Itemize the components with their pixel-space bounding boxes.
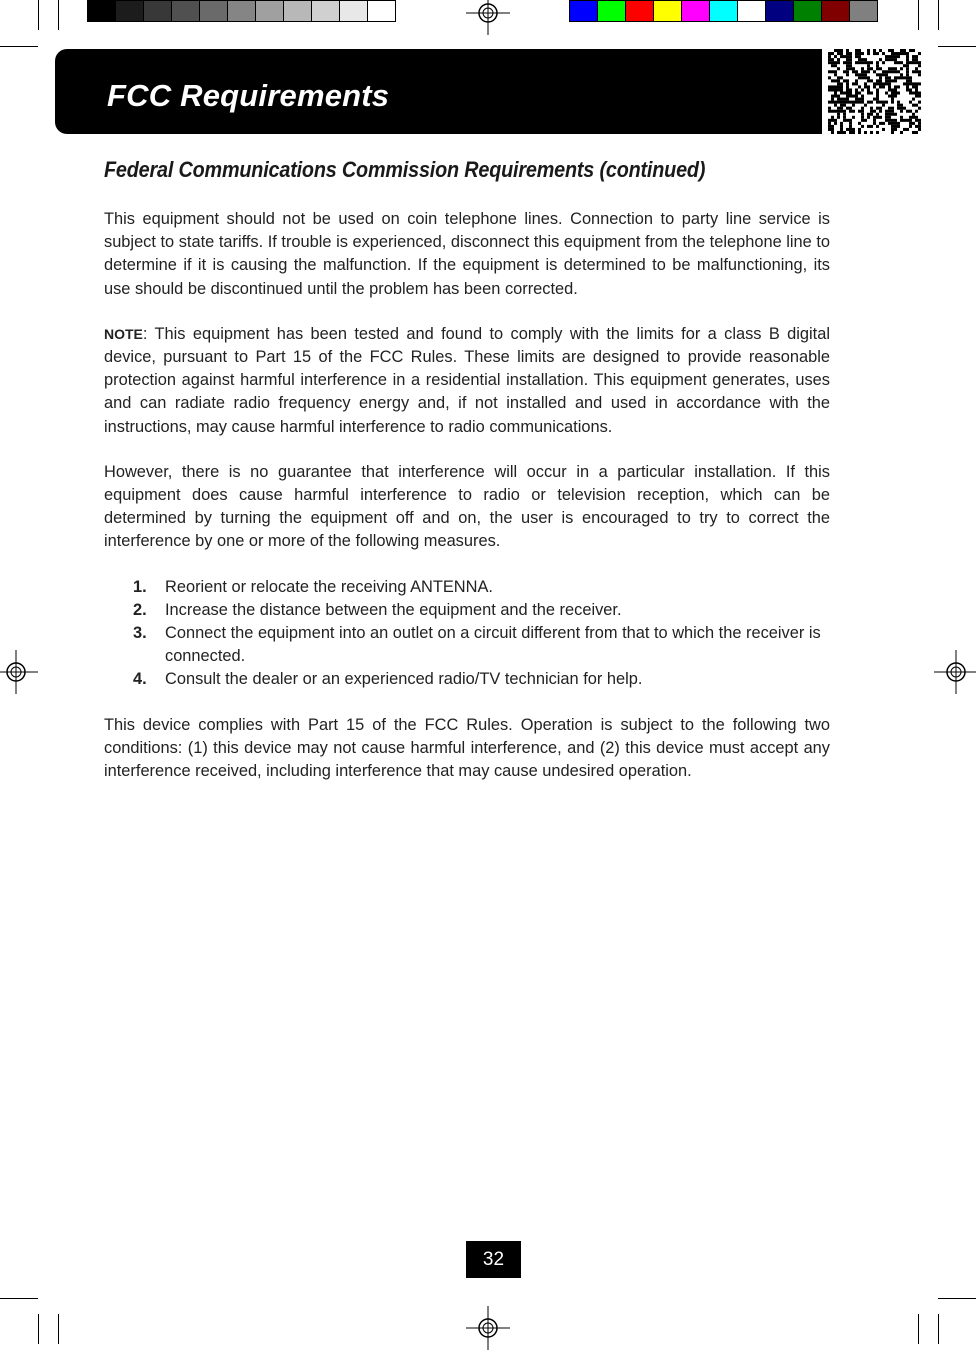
color-swatch: [569, 0, 598, 22]
color-swatch: [199, 0, 228, 22]
list-item: [104, 668, 830, 691]
list-item-text: Consult the dealer or an experienced radio/TV technician for help.: [165, 670, 643, 689]
registration-target-icon: [466, 1306, 510, 1350]
color-color-bar: [570, 0, 878, 22]
page-title: FCC Requirements: [107, 78, 390, 113]
list-item-number: 1.: [133, 577, 147, 596]
color-swatch: [171, 0, 200, 22]
color-swatch: [87, 0, 116, 22]
paragraph-guarantee: However, there is no guarantee that interference will occur in a particular installation. If this equipment does cause harmful interference to radio or television reception, which can be determined by turning the equipment off and on, the user is encouraged to try to correct the interference by one or more of the following measures.: [104, 462, 830, 551]
measures-list: [104, 576, 830, 692]
color-swatch: [255, 0, 284, 22]
registration-target-icon: [466, 0, 510, 35]
color-swatch: [227, 0, 256, 22]
list-item-number: 2.: [133, 600, 147, 619]
registration-target-icon: [0, 650, 38, 694]
color-swatch: [339, 0, 368, 22]
note-text: : This equipment has been tested and found to comply with the limits for a class B digital device, pursuant to Part 15 of the FCC Rules. These limits are designed to provide reasonable protection against harmful interference in a residential installation. This equipment generates, uses and can radiate radio frequency energy and, if not installed and used in accordance with the instructions, may cause harmful interference to radio communications.: [104, 324, 830, 436]
paragraph-party-line: This equipment should not be used on coin telephone lines. Connection to party line service is subject to state tariffs. If trouble is experienced, disconnect this equipment from the telephone line to determine if it is causing the malfunction. If the equipment is determined to be malfunctioning, its use should be discontinued until the problem has been corrected.: [104, 210, 830, 298]
color-swatch: [681, 0, 710, 22]
list-item: [104, 576, 830, 599]
color-swatch: [653, 0, 682, 22]
note-label: NOTE: [104, 325, 143, 342]
color-swatch: [765, 0, 794, 22]
color-swatch: [311, 0, 340, 22]
list-item-text: Increase the distance between the equipment and the receiver.: [165, 600, 622, 619]
list-item-text: Connect the equipment into an outlet on a circuit different from that to which the receiver is connected.: [165, 624, 821, 666]
page-number: 32: [466, 1241, 521, 1278]
color-swatch: [793, 0, 822, 22]
list-item: [104, 599, 830, 622]
paragraph-part15: This device complies with Part 15 of the FCC Rules. Operation is subject to the following two conditions: (1) this device may not cause harmful interference, and (2) this device must accept any interference received, including interference that may cause undesired operation.: [104, 715, 830, 781]
color-swatch: [625, 0, 654, 22]
list-item-number: 3.: [133, 624, 147, 643]
list-item-number: 4.: [133, 670, 147, 689]
list-item-text: Reorient or relocate the receiving ANTENNA.: [165, 577, 493, 596]
color-swatch: [821, 0, 850, 22]
section-heading: Federal Communications Commission Requirements (continued): [104, 157, 706, 182]
color-swatch: [849, 0, 878, 22]
color-swatch: [115, 0, 144, 22]
color-swatch: [143, 0, 172, 22]
color-swatch: [283, 0, 312, 22]
list-item: [104, 622, 830, 668]
grayscale-color-bar: [88, 0, 396, 22]
body-content: [104, 208, 830, 805]
color-swatch: [597, 0, 626, 22]
color-swatch: [737, 0, 766, 22]
paragraph-note: [104, 323, 830, 439]
color-swatch: [367, 0, 396, 22]
color-swatch: [709, 0, 738, 22]
qr-code-icon: [828, 49, 921, 134]
registration-target-icon: [934, 650, 976, 694]
